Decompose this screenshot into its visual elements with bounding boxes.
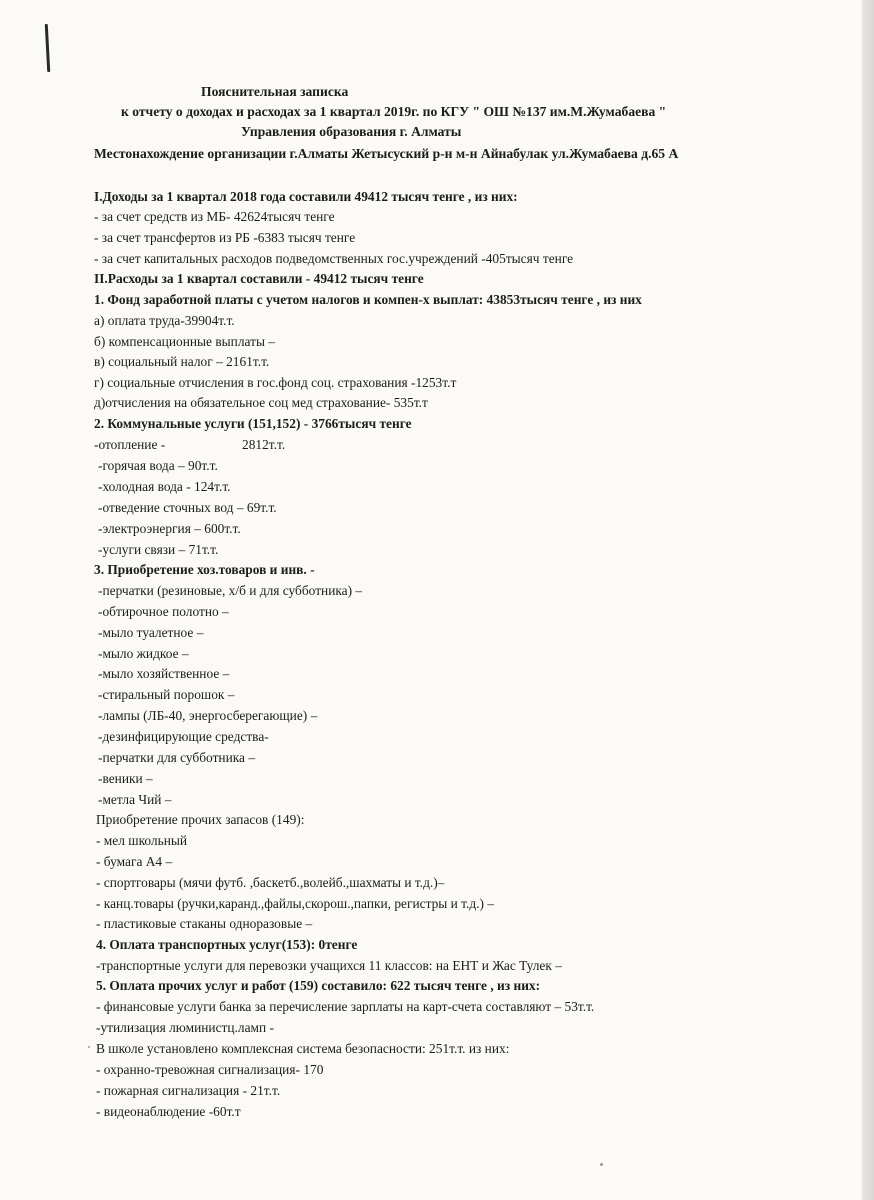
scan-edge xyxy=(862,0,874,1200)
income-heading: I.Доходы за 1 квартал 2018 года составили 49412 тысяч тенге , из них: xyxy=(94,189,518,204)
pen-mark xyxy=(45,24,51,72)
other-stock-item: - спортговары (мячи футб. ,баскетб.,волейб.,шахматы и т.д.)– xyxy=(96,875,445,890)
household-item: -веники – xyxy=(98,771,153,786)
utility-item: -холодная вода - 124т.т. xyxy=(98,479,231,494)
other-services-item: - охранно-тревожная сигнализация- 170 xyxy=(96,1062,324,1077)
scan-speck xyxy=(600,1163,603,1166)
payroll-item: б) компенсационные выплаты – xyxy=(94,334,275,349)
other-stock-item: - пластиковые стаканы одноразовые – xyxy=(96,916,313,931)
household-item: -мыло хозяйственное – xyxy=(98,666,230,681)
other-stock-item: - мел школьный xyxy=(96,833,188,848)
other-services-item: - финансовые услуги банка за перечисление зарплаты на карт-счета составляют – 53т.т. xyxy=(96,999,595,1014)
transport-heading: 4. Оплата транспортных услуг(153): 0тенге xyxy=(96,937,358,952)
other-services-item: В школе установлено комплексная система безопасности: 251т.т. из них: xyxy=(96,1041,510,1056)
household-item: -мыло жидкое – xyxy=(98,646,189,661)
other-stock-item: - канц.товары (ручки,каранд.,файлы,скорош.,папки, регистры и т.д.) – xyxy=(96,896,495,911)
other-services-item: -утилизация люминистц.ламп - xyxy=(96,1020,274,1035)
payroll-item: г) социальные отчисления в гос.фонд соц. страхования -1253т.т xyxy=(94,375,457,390)
household-item: -перчатки для субботника – xyxy=(98,750,256,765)
scan-speck xyxy=(88,1046,90,1048)
other-services-item: - пожарная сигнализация - 21т.т. xyxy=(96,1083,281,1098)
household-item: -стиральный порошок – xyxy=(98,687,235,702)
doc-location: Местонахождение организации г.Алматы Жетысуский р-н м-н Айнабулак ул.Жумабаева д.65 А xyxy=(94,146,679,161)
household-item: -метла Чий – xyxy=(98,792,172,807)
income-item: - за счет средств из МБ- 42624тысяч тенге xyxy=(94,209,335,224)
doc-title: Пояснительная записка xyxy=(201,84,349,99)
other-services-item: - видеонаблюдение -60т.т xyxy=(96,1104,241,1119)
household-heading: 3. Приобретение хоз.товаров и инв. - xyxy=(94,562,315,577)
household-item: -мыло туалетное – xyxy=(98,625,204,640)
transport-item: -транспортные услуги для перевозки учащихся 11 классов: на ЕНТ и Жас Тулек – xyxy=(96,958,562,973)
payroll-heading: 1. Фонд заработной платы с учетом налогов и компен-х выплат: 43853тысяч тенге , из них xyxy=(94,292,642,307)
utility-item: -услуги связи – 71т.т. xyxy=(98,542,219,557)
household-item: -дезинфицирующие средства- xyxy=(98,729,269,744)
other-stock-item: - бумага А4 – xyxy=(96,854,173,869)
utility-item: -электроэнергия – 600т.т. xyxy=(98,521,241,536)
payroll-item: в) социальный налог – 2161т.т. xyxy=(94,354,270,369)
utility-item: -горячая вода – 90т.т. xyxy=(98,458,218,473)
income-item: - за счет трансфертов из РБ -6383 тысяч тенге xyxy=(94,230,356,245)
doc-department: Управления образования г. Алматы xyxy=(241,124,462,139)
payroll-item: д)отчисления на обязательное соц мед страхование- 535т.т xyxy=(94,395,428,410)
income-item: - за счет капитальных расходов подведомственных гос.учреждений -405тысяч тенге xyxy=(94,251,574,266)
utilities-heading: 2. Коммунальные услуги (151,152) - 3766тысяч тенге xyxy=(94,416,412,431)
payroll-item: а) оплата труда-39904т.т. xyxy=(94,313,235,328)
utility-item: -отведение сточных вод – 69т.т. xyxy=(98,500,277,515)
utility-item-heating-value: 2812т.т. xyxy=(242,437,286,452)
household-item: -лампы (ЛБ-40, энергосберегающие) – xyxy=(98,708,318,723)
expenses-heading: II.Расходы за 1 квартал составили - 49412 тысяч тенге xyxy=(94,271,424,286)
household-item: -обтирочное полотно – xyxy=(98,604,229,619)
utility-item-heating-label: -отопление - xyxy=(94,437,166,452)
other-services-heading: 5. Оплата прочих услуг и работ (159) составило: 622 тысяч тенге , из них: xyxy=(96,978,541,993)
other-stock-heading: Приобретение прочих запасов (149): xyxy=(96,812,305,827)
household-item: -перчатки (резиновые, х/б и для субботника) – xyxy=(98,583,363,598)
doc-subtitle: к отчету о доходах и расходах за 1 квартал 2019г. по КГУ " ОШ №137 им.М.Жумабаева " xyxy=(121,104,667,119)
